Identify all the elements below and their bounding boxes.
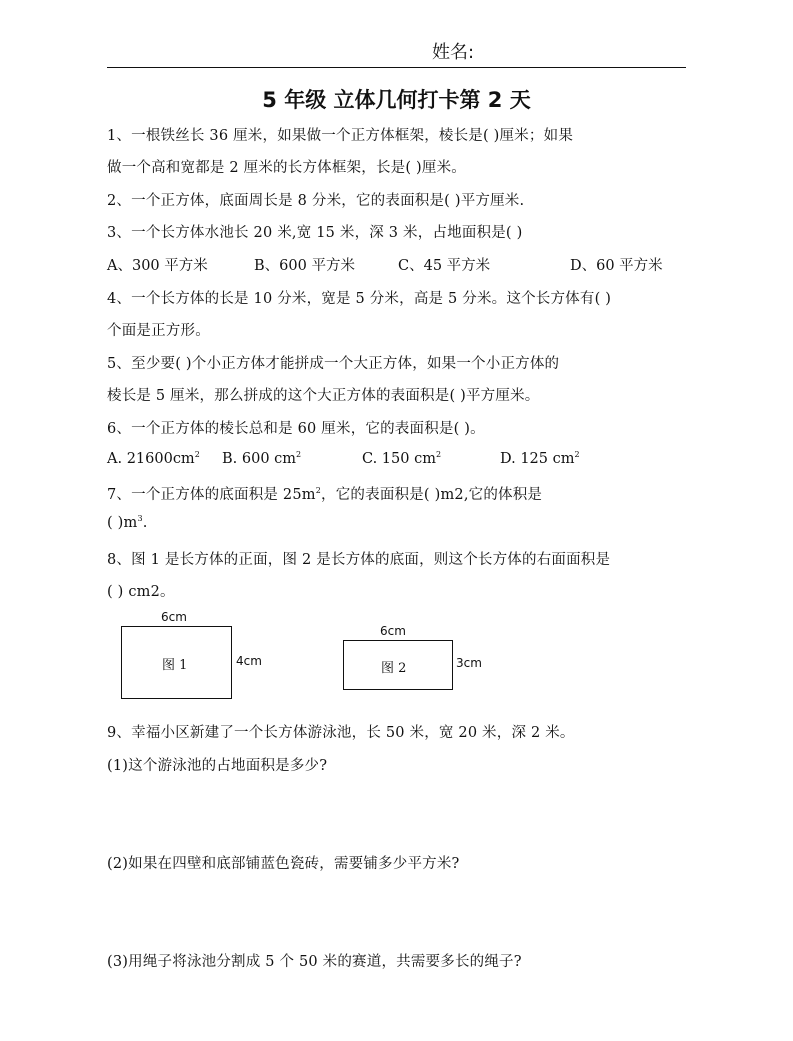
header-rule: [107, 67, 686, 68]
figure-2-label: 图 2: [381, 661, 407, 676]
question-6: 6、一个正方体的棱长总和是 60 厘米，它的表面积是( )。: [107, 421, 485, 437]
question-3-option-c: C、45 平方米: [398, 258, 491, 274]
figure-2-width-label: 6cm: [380, 624, 406, 638]
question-7-line-2: ( )$m^3$.: [107, 514, 148, 531]
name-label: 姓名:: [432, 42, 475, 63]
page-title: 5 年级 立体几何打卡第 2 天: [262, 88, 531, 112]
question-9-part-2: (2)如果在四壁和底部铺蓝色瓷砖，需要铺多少平方米?: [107, 856, 460, 872]
question-9-part-1: (1)这个游泳池的占地面积是多少?: [107, 758, 328, 774]
question-7-line-1: 7、一个正方体的底面积是 $25m^2$，它的表面积是( )m2,它的体积是: [107, 486, 543, 503]
question-5-line-2: 棱长是 5 厘米，那么拼成的这个大正方体的表面积是( )平方厘米。: [107, 388, 540, 404]
question-6-option-a: A. $21600cm^2$: [107, 450, 200, 467]
question-9: 9、幸福小区新建了一个长方体游泳池，长 50 米，宽 20 米，深 2 米。: [107, 725, 575, 741]
question-6-option-d: D. 125 $cm^2$: [500, 450, 580, 467]
question-1-line-2: 做一个高和宽都是 2 厘米的长方体框架，长是( )厘米。: [107, 160, 466, 176]
figure-2-height-label: 3cm: [456, 656, 482, 670]
question-3-option-b: B、600 平方米: [254, 258, 355, 274]
question-9-part-3: (3)用绳子将泳池分割成 5 个 50 米的赛道，共需要多长的绳子?: [107, 954, 522, 970]
question-1-line-1: 1、一根铁丝长 36 厘米，如果做一个正方体框架，棱长是( )厘米；如果: [107, 128, 574, 144]
question-2: 2、一个正方体，底面周长是 8 分米，它的表面积是( )平方厘米.: [107, 193, 525, 209]
question-5-line-1: 5、至少要( )个小正方体才能拼成一个大正方体，如果一个小正方体的: [107, 356, 560, 372]
question-4-line-2: 个面是正方形。: [107, 323, 210, 339]
question-3: 3、一个长方体水池长 20 米,宽 15 米，深 3 米，占地面积是( ): [107, 225, 523, 241]
figure-1-height-label: 4cm: [236, 654, 262, 668]
figure-1-width-label: 6cm: [161, 610, 187, 624]
figure-1-label: 图 1: [162, 658, 188, 673]
question-3-option-a: A、300 平方米: [107, 258, 208, 274]
question-6-option-c: C. 150 $cm^2$: [362, 450, 442, 467]
question-4-line-1: 4、一个长方体的长是 10 分米，宽是 5 分米，高是 5 分米。这个长方体有( ): [107, 291, 612, 307]
question-6-option-b: B. 600 $cm^2$: [222, 450, 302, 467]
question-3-option-d: D、60 平方米: [570, 258, 663, 274]
question-8-line-1: 8、图 1 是长方体的正面，图 2 是长方体的底面，则这个长方体的右面面积是: [107, 552, 611, 568]
question-8-line-2: ( ) cm2。: [107, 584, 175, 600]
